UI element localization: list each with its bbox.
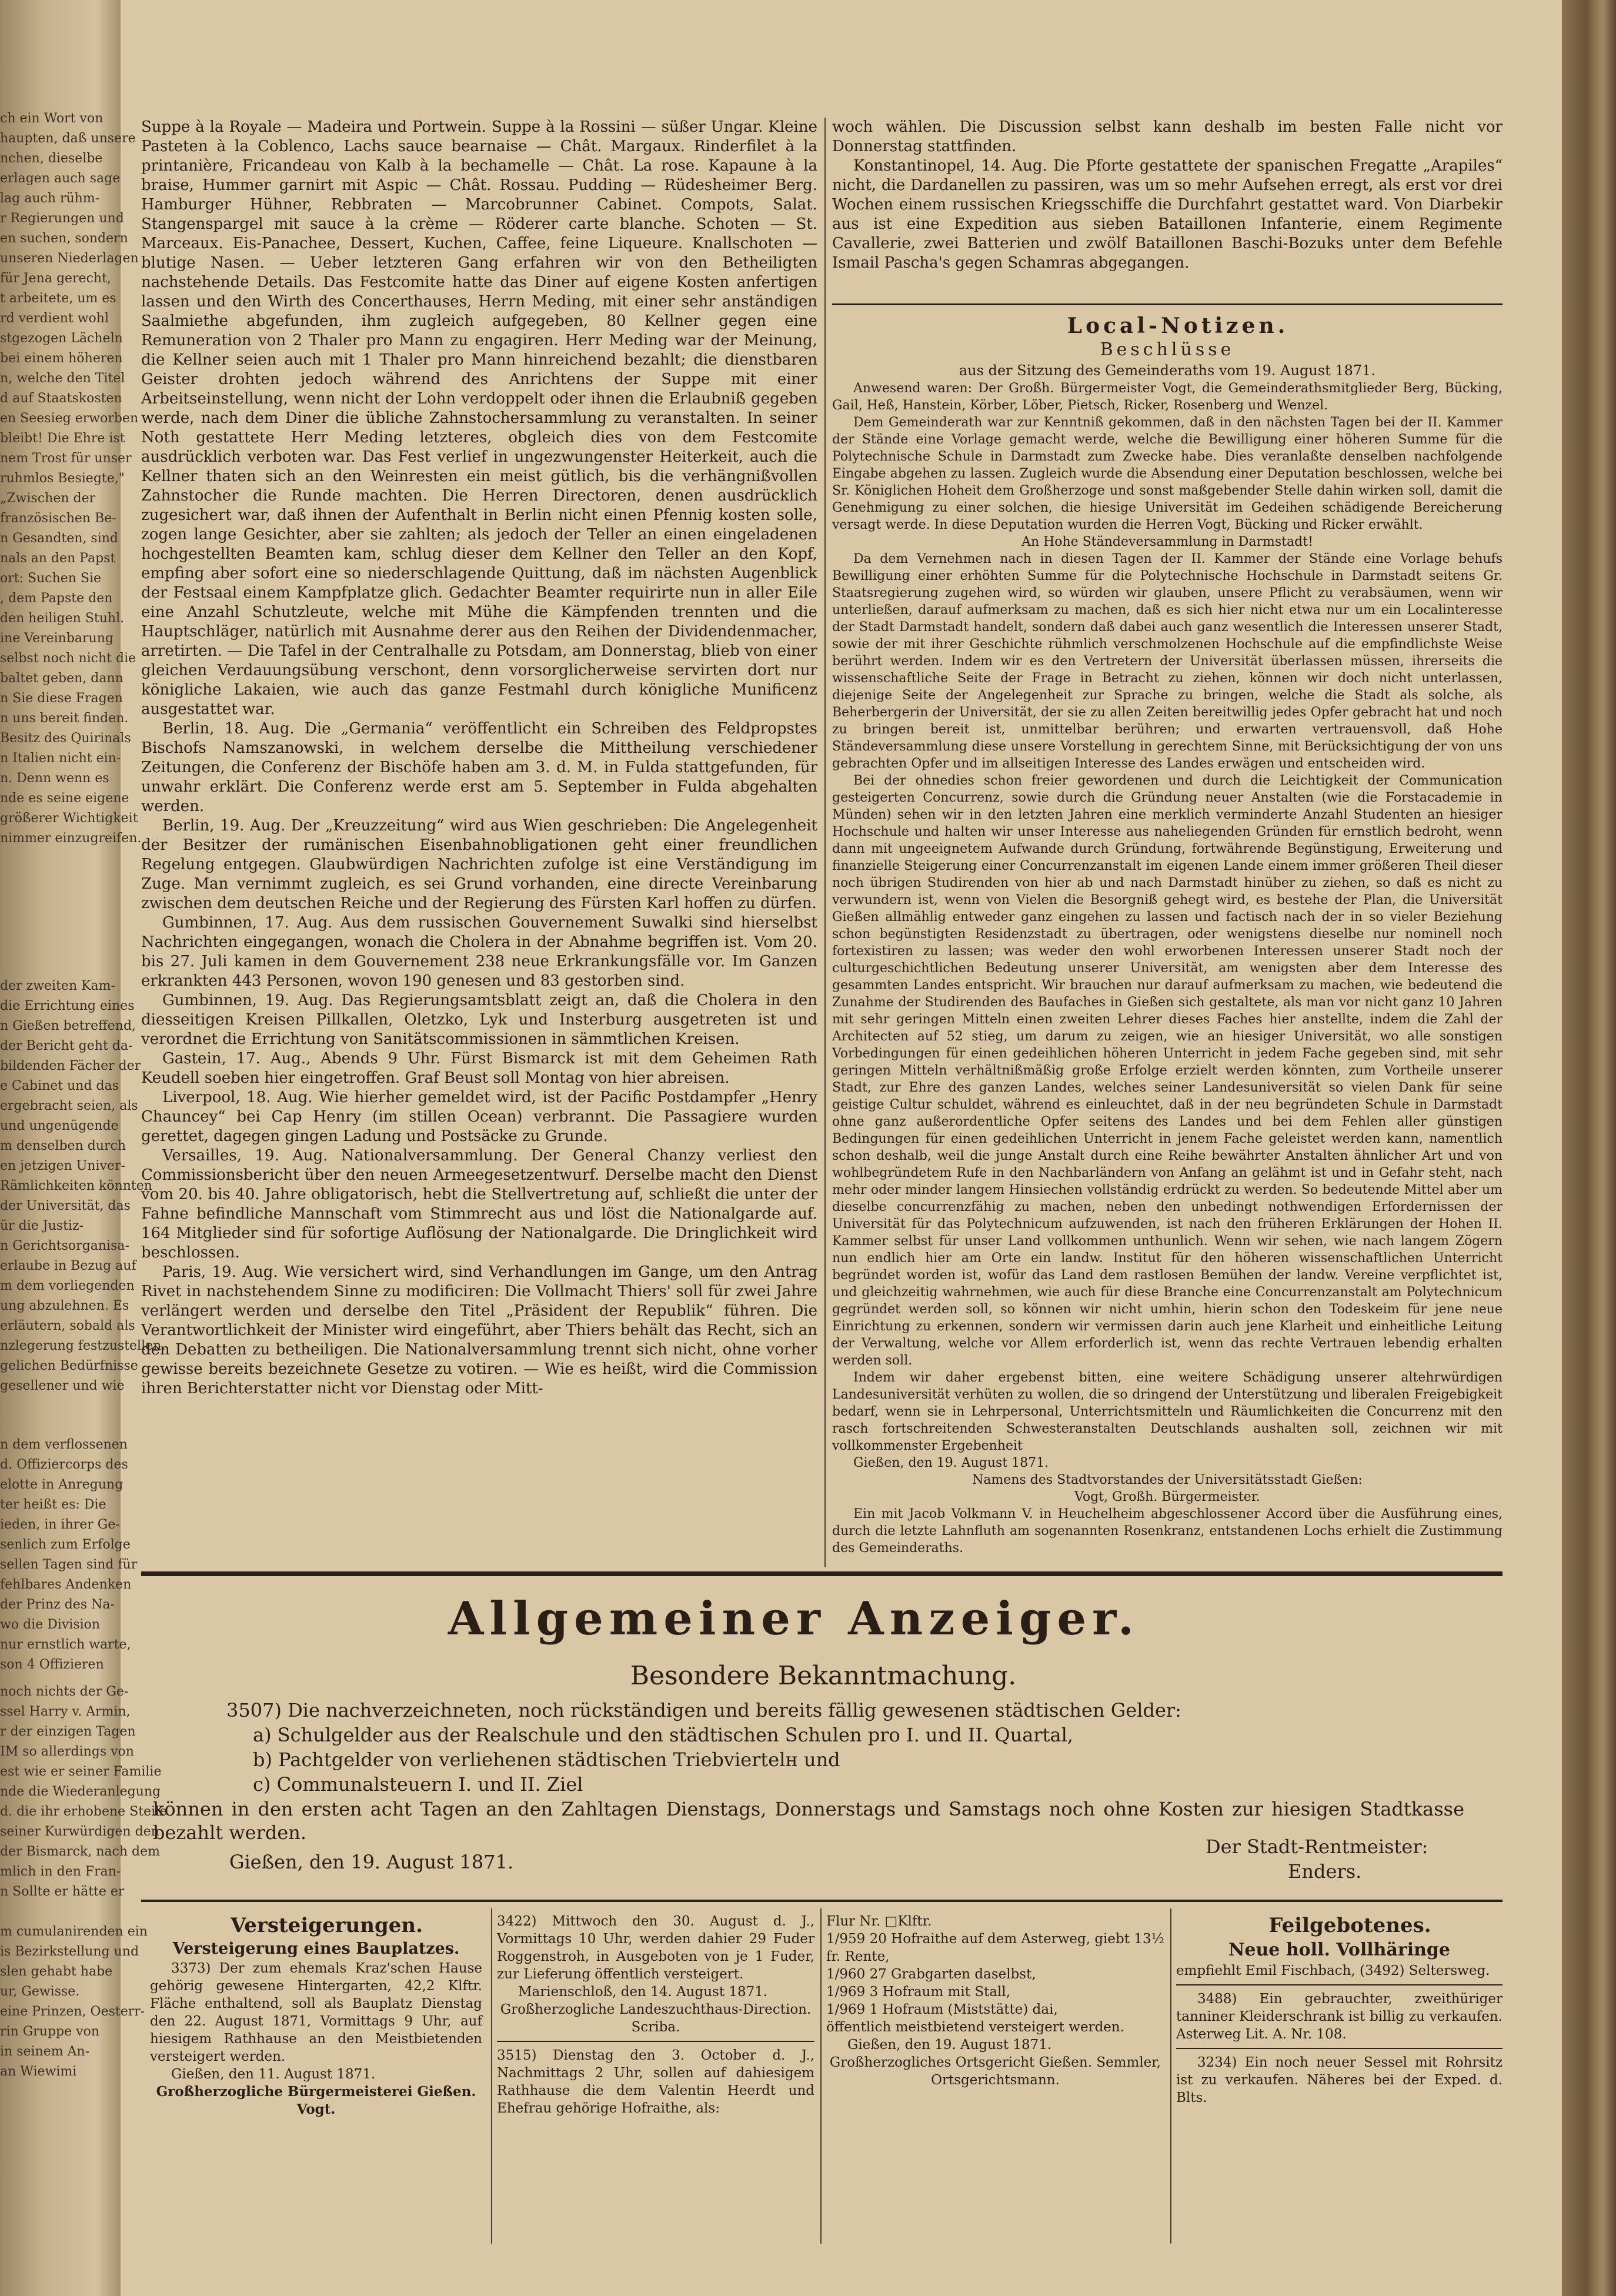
left-news-column [141,118,817,1399]
news-berlin-19: Berlin, 19. Aug. Der „Kreuzzeitung“ wird aus Wien geschrieben: Die Angelegenheit der Besitzer der rumänischen Eisenbahnobligationen geht einer freundlichen Regelung entgegen. Glaubwürdigen Nachrichten zufolge ist eine Verständigung im Zuge. Man vernimmt zugleich, es sei Grund vorhanden, eine directe Vereinbarung zwischen dem deutschen Reiche und der Regierung des Fürsten Karl hoffen zu dürfen. [141,817,817,912]
gutter-fragment: ch ein Wort von haupten, daß unsere nchen, dieselbe erlagen auch sage lag auch rühm- r Regierungen und en suchen, sondern unseren Niederlagen für Jena gerecht, t arbeitete, um es rd verdient wohl stgezogen Lächeln bei einem höheren n, welche den Titel d auf Staatskosten en Seesieg erworben bleibt! Die Ehre ist nem Trost für unser ruhmlos Besiegte," „Zwischen der französischen Be- n Gesandten, sind nals an den Papst ort: Suchen Sie , dem Papste den den heiligen Stuhl. ine Vereinbarung selbst noch nicht die baltet geben, dann n Sie diese Fragen n uns bereit finden. Besitz des Quirinals n Italien nicht ein- n. Denn wenn es nde es seine eigene größerer Wichtigkeit nimmer einzugreifen. [0,111,142,846]
local-date: Gießen, den 19. August 1871. [853,1456,1049,1470]
notice-signer-title: Der Stadt-Rentmeister: [1206,1836,1428,1858]
anzeiger-subtitle: Besondere Bekanntmachung. [630,1661,1017,1691]
local-date-line: aus der Sitzung des Gemeinderaths vom 19. August 1871. [959,362,1376,379]
notice-signer: Enders. [1288,1860,1362,1883]
property-row: 1/960 27 Grabgarten daselbst, [826,1967,1036,1982]
auction-signer: Großherzogliche Bürgermeisterei Gießen. Vogt. [156,2084,476,2117]
local-title: Local-Notizen. [1067,313,1289,338]
news-liverpool: Liverpool, 18. Aug. Wie hierher gemeldet wird, ist der Pacific Postdampfer „Henry Chauncey“ bei Cap Henry (im stillen Ocean) verbrannt. Die Passagiere wurden gerettet, dagegen gingen Ladung und Postsäcke zu Grunde. [141,1089,817,1145]
anzeiger-title: Allgemeiner Anzeiger. [448,1592,1140,1646]
news-paris: Paris, 19. Aug. Wie versichert wird, sind Verhandlungen im Gange, um den Antrag Rivet in nachstehendem Sinne zu modificiren: Die Vollmacht Thiers' soll für zwei Jahre verlängert werden und derselbe den Titel „Präsident der Republik“ führen. Die Verantwortlichkeit der Minister wird eingeführt, aber Thiers behält das Recht, sich an den Debatten zu betheiligen. Die Nationalversammlung trennt sich nicht, ohne vorher gewisse bereits bezeichnete Gesetze zu votiren. — Wie es heißt, wird die Commission ihren Berichterstatter nicht vor Dienstag oder Mitt- [141,1263,817,1397]
straw-auction-text: 3422) Mittwoch den 30. August d. J., Vormittags 10 Uhr, werden dahier 29 Fuder Roggenstroh, in Ausgeboten von je 1 Fuder, zur Lieferung öffentlich versteigert. [497,1914,814,1982]
local-attendees: Anwesend waren: Der Großh. Bürgermeister Vogt, die Gemeinderathsmitglieder Berg, Bücking, Gail, Heß, Hanstein, Körber, Löber, Pietsch, Ricker, Rosenberg und Wenzel. [832,381,1503,413]
straw-auction-place: Marienschloß, den 14. August 1871. [518,1984,768,2000]
column-divider [820,1908,822,2244]
local-signature-line: Namens des Stadtvorstandes der Universitätsstadt Gießen: [972,1473,1363,1487]
auction-title: Versteigerungen. [231,1914,423,1937]
entry-rule [1176,1984,1503,1985]
column-divider [824,118,826,1567]
local-section-rule [832,303,1503,305]
local-subtitle: Beschlüsse [1100,339,1235,360]
wardrobe-ad: 3488) Ein gebrauchter, zweithüriger tanniner Kleiderschrank ist billig zu verkaufen. Asterweg Lit. A. Nr. 108. [1176,1991,1503,2042]
property-date: Gießen, den 19. August 1871. [847,2037,1052,2053]
straw-auction-signer: Großherzogliche Landeszuchthaus-Direction. Scriba. [500,2002,812,2035]
straw-auction-column [497,1913,814,2117]
local-notices [832,313,1503,1557]
bottom-rule [141,1900,1503,1902]
banquet-report: Suppe à la Royale — Madeira und Portwein. Suppe à la Rossini — süßer Ungar. Kleine Pasteten à la Coblenco, Lachs sauce bearnaise — Chât. Margaux. Rinderfilet à la printanière, Fricandeau von Kalb à la bechamelle — Chât. La rose. Kapaune à la braise, Hummer garnirt mit Aspic — Chât. Rossau. Pudding — Rüdesheimer Berg. Hamburger Hühner, Rebbraten — Marcobrunner Cabinet. Compots, Salat. Stangenspargel mit sauce à la crème — Röderer carte blanche. Schoten — St. Marceaux. Eis-Panachee, Dessert, Kuchen, Caffee, feine Liqueure. Knallschoten — blutige Nasen. — Ueber letzteren Gang erfahren wir von den Betheiligten nachstehende Details. Das Festcomite hatte das Diner auf eigene Kosten anfertigen lassen und den Wirth des Concerthauses, Herrn Meding, mit einer sehr anständigen Saalmiethe abgefunden, ihm zugleich aufgegeben, 80 Kellner gegen eine Remuneration von 2 Thaler pro Mann zu engagiren. Herr Meding war der Meinung, die Kellner seien auch mit 1 Thaler pro Mann hinreichend bezahlt; die dienstbaren Geister drohten jedoch während des Anrichtens der Suppe mit einer Arbeitseinstellung, wenn nicht der Lohn verdoppelt oder ihnen die Erlaubniß gegeben werde, nach dem Diner die übliche Zahnstochersammlung zu veranstalten. In seiner Noth gestattete Herr Meding letzteres, obgleich dies von dem Festcomite ausdrücklich verboten war. Das Fest verlief in ungezwungenster Heiterkeit, auch die Kellner thaten sich an den Weinresten ein meist gütlich, bis die verhängnißvollen Zahnstocher die Runde machten. Die Herren Directoren, denen ausdrücklich zugesichert war, daß ihnen der Aufenthalt in Berlin nicht einen Pfennig kosten solle, zogen lange Gesichter, aber sie zahlten; als jedoch der Teller an einen eingeladenen hochgestellten Beamten kam, schlug dieser dem Kellner den Teller an den Kopf, empfing aber sofort eine so niederschlagende Quittung, daß im nächsten Augenblick der Festsaal einem Kampfplatze glich. Gedachter Beamter requirirte nun in aller Eile eine Anzahl Schutzleute, welche mit Mühe die Kämpfenden trennten und die Hauptschläger, natürlich mit Ausnahme derer aus den Reihen der Dividendenmacher, arretirten. — Die Tafel in der Centralhalle zu Potsdam, am Donnerstag, blieb von einer gleichen Verdauungsübung verschont, denn vorsorglicherweise servirten dort nur königliche Lakaien, wie auch das ganze Festmahl durch königliche Munificenz ausgestattet war. [141,118,817,718]
entry-rule [1176,2048,1503,2049]
for-sale-title: Feilgebotenes. [1268,1914,1431,1937]
local-paragraph: Indem wir daher ergebenst bitten, eine weitere Schädigung unserer altehrwürdigen Landesuniversität verhüten zu wollen, die so dringend der Unterstützung und liberalen Freigebigkeit bedarf, wenn sie in Lehrpersonal, Unterrichtsmitteln und Räumlichkeiten die Concurrenz mit den rasch fortschreitenden Schwesteranstalten Deutschlands aushalten soll, zeichnen wir mit vollkommenster Ergebenheit [832,1370,1503,1453]
local-accord: Ein mit Jacob Volkmann V. in Heuchelheim abgeschlossener Accord über die Ausführung eines, durch die letzte Lahnfluth am sogenannten Rosenkranz, entstandenen Lochs erhielt die Zustimmung des Gemeinderaths. [832,1507,1503,1556]
property-list-column [826,1913,1164,2089]
local-address: An Hohe Ständeversammlung in Darmstadt! [1021,535,1313,549]
property-row: 1/969 3 Hofraum mit Stall, [826,1984,1011,2000]
gutter-fragment: noch nichts der Ge- ssel Harry v. Armin, r der einzigen Tagen IM so allerdings von est wie er seiner Familie nde die Wiederanlegung d. die ihr erhobene Steile seiner Kurwürdigen den der Bismarck, nach dem mlich in den Fran- n Sollte er hätte er m cumulanirenden ein is Bezirkstellung und slen gehabt habe ur, Gewisse. eine Prinzen, Oesterr- rin Gruppe von in seinem An- an Wiewimi [0,1684,168,2079]
notice-item-a: a) Schulgelder aus der Realschule und den städtischen Schulen pro I. und II. Quartal, [253,1724,1073,1746]
entry-rule [497,2041,814,2042]
right-news-column [832,118,1503,273]
gutter-fragment: n dem verflossenen d. Offiziercorps des elotte in Anregung ter heißt es: Die ieden, in ihrer Ge- senlich zum Erfolge sellen Tagen sind für fehlbares Andenken der Prinz des Na- wo die Division nur ernstlich warte, son 4 Offizieren [0,1437,138,1672]
property-signer: Großherzogliches Ortsgericht Gießen. Semmler, Ortsgerichtsmann. [829,2055,1161,2088]
herring-ad-title: Neue holl. Vollhäringe [1228,1940,1450,1960]
auction-date: Gießen, den 11. August 1871. [171,2067,376,2082]
local-paragraph: Bei der ohnedies schon freier gewordenen und durch die Leichtigkeit der Communication gesteigerten Concurrenz, sowie durch die Gründung neuer Anstalten (wie die Forstacademie in Münden) sehen wir in den letzten Jahren eine merklich verminderte Anzahl Studenten an hiesiger Hochschule und halten wir unser Interesse aus naheliegenden Gründen für ernstlich bedroht, wenn dann mit ungeeignetem Aufwande durch Gründung, fortwährende Begünstigung, Erweiterung und finanzielle Steigerung einer Concurrenzanstalt im eigenen Lande einem immer größeren Theil dieser noch übrigen Studirenden von hier ab und nach Darmstadt hinüber zu ziehen, so daß es nicht zu verwundern ist, wenn von Vielen die Besorgniß gehegt wird, es bestehe der Plan, die Universität Gießen allmählig entweder ganz eingehen zu lassen und factisch nach der in so vieler Beziehung schon begünstigten Residenzstadt zu übertragen, oder wenigstens dieselbe nur nominell noch fortexistiren zu lassen; was weder den wohl erworbenen Interessen unserer Stadt noch der culturgeschichtlichen Bedeutung unserer Universität, am wenigsten aber dem Interesse des gesammten Landes entspricht. Wir brauchen nur darauf aufmerksam zu machen, wie bedeutend die Zunahme der Studirenden des Baufaches in Gießen sich gestaltete, als man vor nicht ganz 10 Jahren mit sehr geringen Mitteln einen zweiten Lehrer dieses Faches hier anstellte, indem die Zahl der Architecten auf 52 stieg, um darum zu zeigen, wie an hiesiger Universität, wo alle sonstigen Vorbedingungen für einen gedeihlichen höheren Unterricht in jedem Fache gegeben sind, mit sehr geringen Mitteln verhältnißmäßig große Erfolge erzielt werden könnten, zum Vortheile unserer Stadt, zur Ehre des ganzen Landes, welches seiner Landesuniversität so vielen Dank für seine geistige Cultur schuldet, während es einleuchtet, daß in der neu begründeten Schule in Darmstadt ohne ganz außerordentliche Opfer seitens des Landes und bei dem Fehlen aller günstigen Bedingungen für einen gedeihlichen Unterricht in jenem Fache geleistet werden kann, namentlich schon deshalb, weil die junge Anstalt durch eine Reihe bewährter Anstalten ähnlicher Art und von wohlbegründetem Rufe in den Nachbarländern von Anfang an gelähmt ist und in Gefahr steht, nach mehr oder minder langem Hinsiechen vollständig erdrückt zu werden. So bedeutende Mittel aber um dieselbe concurrenzfähig zu machen, neben den unbedingt nothwendigen Erfordernissen der Universität für das Polytechnicum aufzuwenden, ist nach den früheren Erklärungen der Hohen II. Kammer selbst für unser Land vollkommen unthunlich. Wenn wir sehen, wie nach langem Zögern nun endlich hier am Orte ein landw. Institut für den höheren wissenschaftlichen Unterricht begründet worden ist, wofür das Land dem rastlosen Bemühen der landw. Vereine verpflichtet ist, und gleichzeitig wahrnehmen, wie auch für diese Branche eine Concurrenzanstalt am Polytechnicum gegründet werden soll, so können wir nicht umhin, hierin schon den Todeskeim für jene neue Einrichtung zu erkennen, sondern wir vermissen darin auch jene Klarheit und einheitliche Leitung der Verwaltung, welche vor Allem erforderlich ist, wenn das rechte Vertrauen lebendig erhalten werden soll. [832,773,1503,1368]
property-row: 1/969 1 Hofraum (Miststätte) dai, [826,2002,1058,2017]
chair-ad: 3234) Ein noch neuer Sessel mit Rohrsitz ist zu verkaufen. Näheres bei der Exped. d. Blts. [1176,2055,1503,2105]
local-paragraph: Da dem Vernehmen nach in diesen Tagen der II. Kammer der Stände eine Vorlage behufs Bewilligung einer erhöhten Summe für die Polytechnische Hochschule in Darmstadt seitens Gr. Staatsregierung zugehen wird, so würden wir glauben, unsere Pflicht zu verabsäumen, wenn wir unterließen, darauf aufmerksam zu machen, daß es sich hier nicht etwa nur um ein Localinteresse der Stadt Darmstadt handelt, sondern daß dabei auch ganz wesentlich die Interessen unserer Stadt, sowie der mit ihrer Geschichte rühmlich verschmolzenen Hochschule auf die empfindlichste Weise berührt werden. Indem wir es den Vertretern der Universität überlassen müssen, ihrerseits die wissenschaftliche Seite der Frage in Betracht zu ziehen, können wir doch nicht unterlassen, diejenige Seite der Angelegenheit zur Sprache zu bringen, welche die Stadt als solche, als Beherbergerin der Universität, der sie zu allen Zeiten bereitwillig jedes Opfer gebracht hat und noch zu bringen bereit ist, unmittelbar berühren; und erwarten vertrauensvoll, daß Hohe Ständeversammlung diese unsere Vorstellung in gerechtem Sinne, mit Berücksichtigung der von uns gebrachten Opfer und im allseitigen Interesse des Landes erwägen und entscheiden wird. [832,552,1503,771]
news-gumbinnen-19: Gumbinnen, 19. Aug. Das Regierungsamtsblatt zeigt an, daß die Cholera in den diesseitigen Kreisen Pillkallen, Oletzko, Lyk und Insterburg ausgetreten ist und verordnet die Errichtung von Sanitätscommissionen in sämmtlichen Kreisen. [141,992,817,1048]
property-auction-text: 3515) Dienstag den 3. October d. J., Nachmittags 2 Uhr, sollen auf dahiesigem Rathhause die dem Valentin Heerdt und Ehefrau gehörige Hofraithe, als: [497,2048,814,2116]
news-versailles: Versailles, 19. Aug. Nationalversammlung. Der General Chanzy verliest den Commissionsbericht über den neuen Armeegesetzentwurf. Derselbe macht den Dienst vom 20. bis 40. Jahre obligatorisch, hebt die Stellvertretung auf, schließt die unter der Fahne befindliche Mannschaft vom Stimmrecht aus und löst die Nationalgarde auf. 164 Mitglieder sind für sofortige Auflösung der Nationalgarde. Die Dringlichkeit wird beschlossen. [141,1147,817,1262]
auction-subtitle: Versteigerung eines Bauplatzes. [172,1940,460,1958]
for-sale-column [1176,1913,1503,2107]
binding-gutter [0,0,168,2296]
auction-column [150,1913,482,2118]
column-divider [491,1908,492,2244]
news-konstantinopel: Konstantinopel, 14. Aug. Die Pforte gestattete der spanischen Fregatte „Arapiles“ nicht, die Dardanellen zu passiren, was um so mehr Aufsehen erregt, als erst vor drei Wochen einem russischen Kriegsschiffe die Durchfahrt gestattet ward. Von Diarbekir aus ist eine Expedition aus sieben Bataillonen Infanterie, einem Regimente Cavallerie, zwei Batterien und zwölf Bataillonen Baschi-Bozuks unter dem Befehle Ismail Pascha's gegen Schamras abgegangen. [832,157,1503,272]
notice-date: Gießen, den 19. August 1871. [229,1851,514,1873]
column-divider [1170,1908,1171,2244]
property-text: öffentlich meistbietend versteigert werden. [826,2020,1125,2035]
news-gastein: Gastein, 17. Aug., Abends 9 Uhr. Fürst Bismarck ist mit dem Geheimen Rath Keudell soeben hier eingetroffen. Graf Beust soll Montag von hier abreisen. [141,1050,817,1087]
local-signature: Vogt, Großh. Bürgermeister. [1074,1490,1260,1504]
property-list-header: Flur Nr. □Klftr. [826,1914,932,1929]
notice-body: können in den ersten acht Tagen an den Zahltagen Dienstags, Donnerstags und Samstags noch ohne Kosten zur hiesigen Stadtkasse bezahlt werden. [153,1798,1464,1844]
property-row: 1/959 20 Hofraithe auf dem Asterweg, giebt 13½ fr. Rente, [826,1931,1164,1964]
auction-text: 3373) Der zum ehemals Kraz'schen Hause gehörig gewesene Hintergarten, 42,2 Klftr. Fläche enthaltend, soll als Bauplatz Dienstag den 22. August 1871, Vormittags 9 Uhr, auf hiesigem Rathhause an den Meistbietenden versteigert werden. [150,1961,482,2064]
news-gumbinnen-17: Gumbinnen, 17. Aug. Aus dem russischen Gouvernement Suwalki sind hierselbst Nachrichten eingegangen, wonach die Cholera in der Abnahme begriffen ist. Vom 20. bis 27. Juli kamen in dem Gouvernement 238 neue Erkrankungsfälle vor. Im Ganzen erkrankten 443 Personen, wovon 190 genesen und 83 gestorben sind. [141,914,817,990]
notice-intro: 3507) Die nachverzeichneten, noch rückständigen und bereits fällig gewesenen städtischen Gelder: [226,1699,1181,1721]
news-paris-continued: woch wählen. Die Discussion selbst kann deshalb im besten Falle nicht vor Donnerstag stattfinden. [832,118,1503,155]
gutter-fragment: der zweiten Kam- die Errichtung eines n Gießen betreffend, der Bericht geht da- bildenden Fächer der e Cabinet und das ergebracht seien, als und ungenügende m denselben durch en jetzigen Univer- Rämlichkeiten könnten der Universität, das ür die Justiz- n Gerichtsorganisa- erlaube in Bezug auf m dem vorliegenden ung abzulehnen. Es erläutern, sobald als nzlegerung festzustellen. gelichen Bedürfnisse gesellener und wie [0,979,166,1393]
page-edge [1562,0,1616,2296]
notice-item-b: b) Pachtgelder von verliehenen städtischen Triebviertelн und [253,1748,840,1771]
herring-ad-text: empfiehlt Emil Fischbach, (3492) Seltersweg. [1176,1963,1490,1978]
local-paragraph: Dem Gemeinderath war zur Kenntniß gekommen, daß in den nächsten Tagen bei der II. Kammer der Stände eine Vorlage gemacht werde, welche die Bewilligung einer höheren Summe für die Polytechnische Schule in Darmstadt zum Zwecke habe. Dies veranlaßte denselben nachfolgende Eingabe abgehen zu lassen. Zugleich wurde die Absendung einer Deputation beschlossen, welche bei Sr. Königlichen Hoheit dem Großherzoge und sonst maßgebender Stelle dahin wirken soll, damit die Genehmigung zu einer solchen, die hiesige Universität im Gedeihen schädigende Bereicherung versagt werde. In diese Deputation wurden die Herren Vogt, Bücking und Ricker erwählt. [832,415,1503,532]
news-berlin-18: Berlin, 18. Aug. Die „Germania“ veröffentlicht ein Schreiben des Feldpropstes Bischofs Namszanowski, in welchem derselbe die Mittheilung verschiedener Zeitungen, die Conferenz der Bischöfe haben am 3. d. M. in Fulda stattgefunden, für unwahr erklärt. Die Conferenz werde erst am 5. September in Fulda abgehalten werden. [141,720,817,815]
section-rule [141,1571,1503,1576]
notice-item-c: c) Communalsteuern I. und II. Ziel [253,1773,583,1796]
